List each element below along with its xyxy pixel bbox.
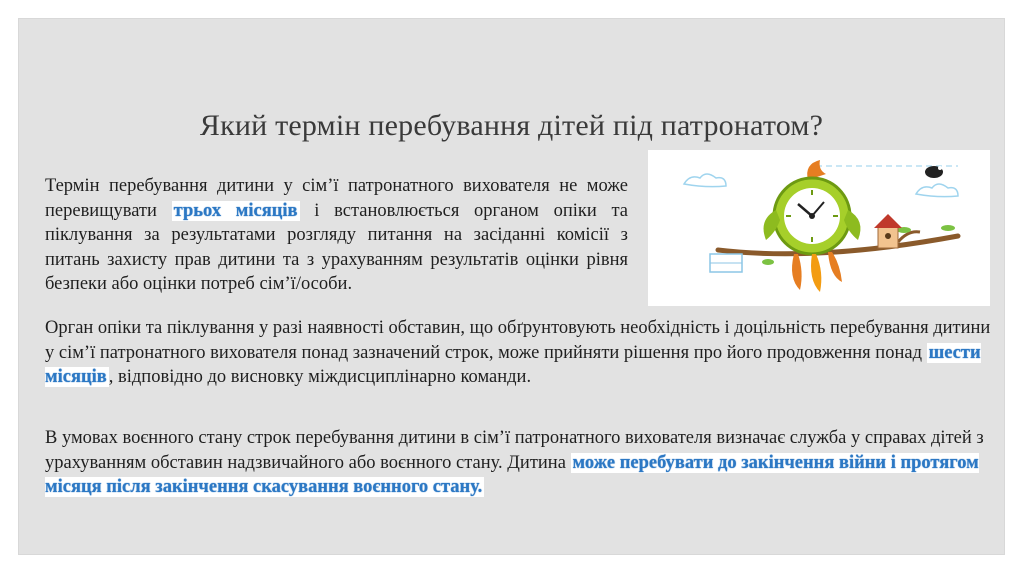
- paragraph-text: і встановлюється органом опіки та піклування за результатами розгляду питання на засіданні комісії з питань захисту прав дитини та з урахуванням результатів оцінки рівня безпеки або оцінки потреб сім’ї/особи.: [45, 200, 628, 294]
- slide-title: Який термін перебування дітей під патронатом?: [199, 109, 824, 142]
- paragraph-text: Орган опіки та піклування у разі наявності обставин, що обґрунтовують необхідність і доцільність перебування дитини у сім’ї патронатного вихователя понад зазначений строк, може прийняти рішення про його продовження понад: [45, 318, 991, 363]
- paragraph-extension: [45, 316, 995, 390]
- clock-icon: [764, 160, 861, 292]
- highlight-until-war-end: може перебувати до закінчення війни і протягом місяця після закінчення скасування воєнного стану.: [45, 452, 979, 497]
- paragraph-duration: [45, 174, 628, 297]
- clock-illustration: [648, 150, 990, 306]
- paragraph-martial-law: [45, 426, 995, 500]
- slide: [19, 19, 1004, 554]
- paragraph-text: , відповідно до висновку міждисциплінарно команди.: [108, 367, 532, 387]
- paragraph-text: Термін перебування дитини у сім’ї патронатного вихователя не може перевищувати: [45, 176, 628, 221]
- birdhouse-icon: [874, 214, 902, 248]
- highlight-six-months: шести місяців: [45, 342, 981, 387]
- bird-icon: [925, 166, 943, 178]
- clock-bird-image: [648, 150, 990, 306]
- highlight-three-months: трьох місяців: [173, 200, 298, 221]
- paragraph-text: В умовах воєнного стану строк перебування дитини в сім’ї патронатного вихователя визначає служба у справах дітей з урахуванням обставин надзвичайного або воєнного стану. Дитина: [45, 428, 984, 473]
